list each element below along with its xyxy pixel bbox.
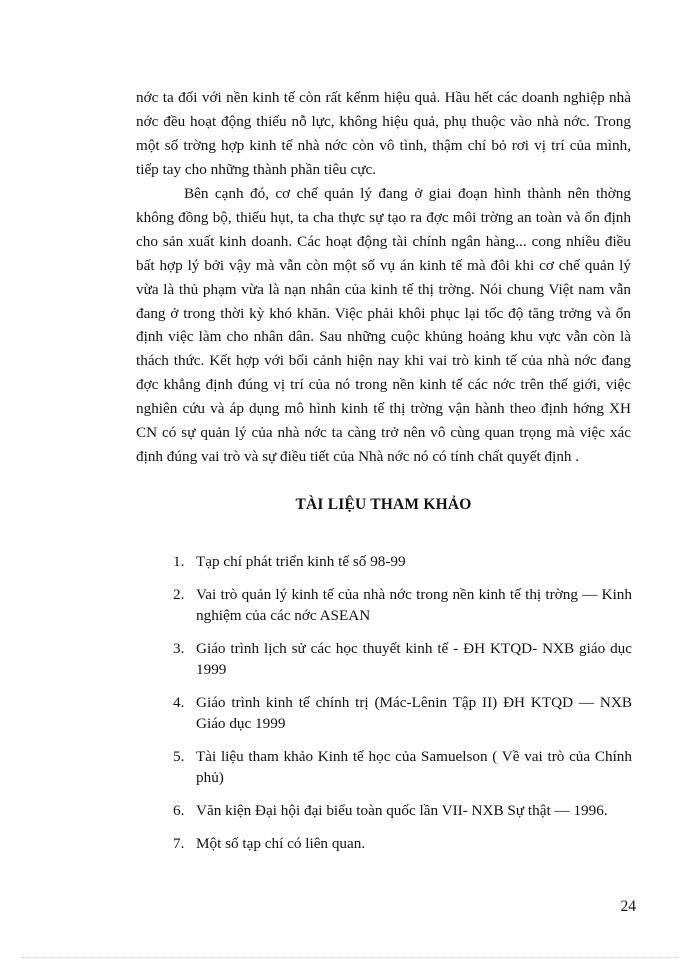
reference-item (174, 800, 632, 821)
reference-text: Giáo trình kinh tế chính trị (Mác-Lênin Tập II) ĐH KTQD — NXB Giáo dục 1999 (196, 694, 632, 732)
reference-item (174, 584, 632, 626)
reference-text: Tạp chí phát triển kinh tế số 98-99 (196, 553, 406, 570)
reference-text: Tài liệu tham khảo Kinh tế học của Samuelson ( Về vai trò của Chính phủ) (196, 748, 632, 786)
reference-text: Giáo trình lịch sử các học thuyết kinh tế - ĐH KTQD- NXB giáo dục 1999 (196, 640, 632, 678)
reference-text: Vai trò quản lý kinh tế của nhà nớc trong nền kinh tế thị trờng — Kinh nghiệm của các nớc ASEAN (196, 586, 632, 624)
page-number: 24 (620, 898, 636, 915)
body-paragraph-2: Bên cạnh đó, cơ chế quản lý đang ở giai đoạn hình thành nên thờng không đồng bộ, thiếu hụt, ta cha thực sự tạo ra đợc môi trờng an toàn và ổn định cho sản xuất kinh doanh. Các hoạt động tài chính ngân hàng... cong nhiều điều bất hợp lý bởi vậy mà vẫn còn một số vụ án kinh tế mà đôi khi cơ chế quản lý vừa là thủ phạm vừa là nạn nhân của kinh tế thị trờng. Nói chung Việt nam vẫn đang ở trong thời kỳ khó khăn. Việc phải khôi phục lại tốc độ tăng trởng và ổn định việc làm cho nhân dân. Sau những cuộc khủng hoảng khu vực vẫn còn là thách thức. Kết hợp với bối cảnh hiện nay khi vai trò kinh tế của nhà nớc đang đợc khẳng định đúng vị trí của nó trong nền kinh tế các nớc trên thế giới, việc nghiên cứu và áp dụng mô hình kinh tế thị trờng vận hành theo định hớng XH CN có sự quản lý của nhà nớc ta càng trở nên vô cùng quan trọng mà việc xác định đúng vai trò và sự điều tiết của Nhà nớc nó có tính chất quyết định . (136, 185, 631, 465)
references-list (174, 551, 632, 866)
reference-item (174, 692, 632, 734)
references-heading: TÀI LIỆU THAM KHẢO (295, 496, 472, 513)
reference-item (174, 551, 632, 572)
reference-number: 7. (173, 835, 185, 852)
reference-number: 5. (173, 748, 185, 765)
reference-number: 2. (173, 586, 185, 603)
reference-number: 4. (173, 694, 185, 711)
page-bottom-divider (22, 957, 678, 958)
reference-text: Văn kiện Đại hội đại biểu toàn quốc lần VII- NXB Sự thật — 1996. (196, 802, 608, 819)
reference-number: 6. (173, 802, 185, 819)
reference-item (174, 638, 632, 680)
reference-text: Một số tạp chí có liên quan. (196, 835, 366, 852)
reference-number: 3. (173, 640, 185, 657)
reference-item (174, 833, 632, 854)
reference-number: 1. (173, 553, 185, 570)
reference-item (174, 746, 632, 788)
body-paragraph-1: nớc ta đối với nền kinh tế còn rất kếnm hiệu quả. Hầu hết các doanh nghiệp nhà nớc đều hoạt động thiếu nỗ lực, không hiệu quả, phụ thuộc vào nhà nớc. Trong một số trờng hợp kinh tế nhà nớc còn vô tình, thậm chí bỏ rơi vị trí của mình, tiếp tay cho những thành phần tiêu cực. (136, 89, 631, 178)
